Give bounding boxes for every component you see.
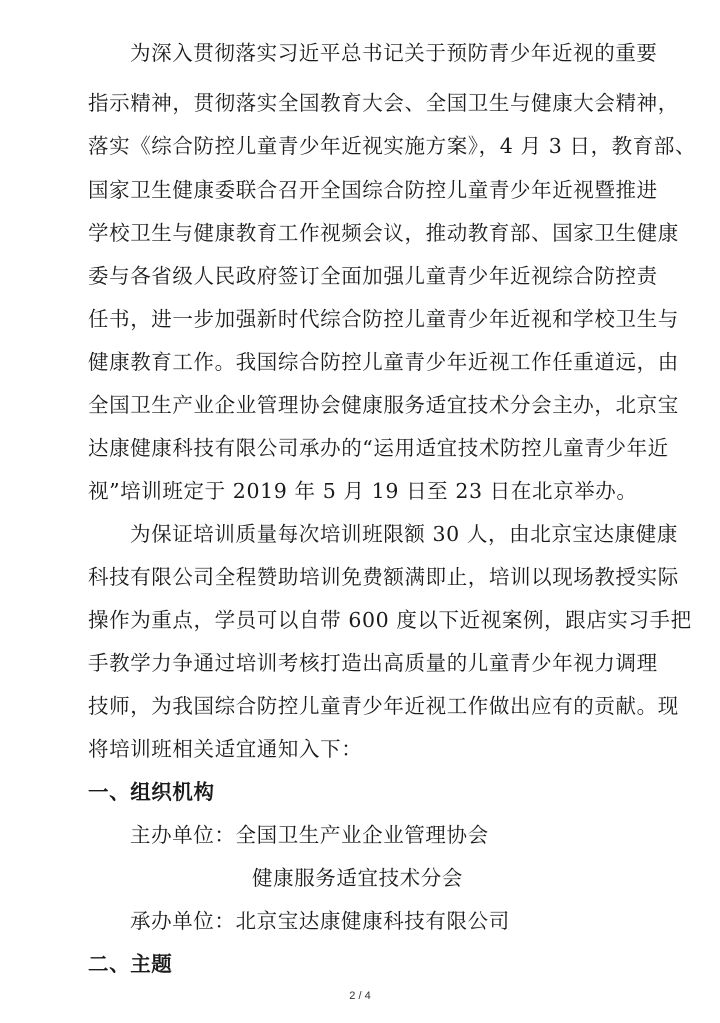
paragraph-1-line-10: 达康健康科技有限公司承办的“运用适宜技术防控儿童青少年近 xyxy=(88,436,669,460)
paragraph-1-line-6: 委与各省级人民政府签订全面加强儿童青少年近视综合防控责 xyxy=(88,264,658,288)
paragraph-1-line-5: 学校卫生与健康教育工作视频会议，推动教育部、国家卫生健康 xyxy=(88,221,679,245)
paragraph-1-line-1: 为深入贯彻落实习近平总书记关于预防青少年近视的重要 xyxy=(130,41,658,65)
paragraph-1-line-9: 全国卫生产业企业管理协会健康服务适宜技术分会主办，北京宝 xyxy=(88,393,679,417)
organizer-line-2: 健康服务适宜技术分会 xyxy=(252,866,463,890)
paragraph-1-line-3: 落实《综合防控儿童青少年近视实施方案》，4 月 3 日，教育部、 xyxy=(88,134,697,158)
paragraph-2-line-3: 操作为重点，学员可以自带 600 度以下近视案例，跟店实习手把 xyxy=(88,608,692,632)
undertaker-line: 承办单位：北京宝达康健康科技有限公司 xyxy=(130,909,510,933)
paragraph-2-line-2: 科技有限公司全程赞助培训免费额满即止，培训以现场教授实际 xyxy=(88,565,679,589)
paragraph-1-line-8: 健康教育工作。我国综合防控儿童青少年近视工作任重道远，由 xyxy=(88,350,679,374)
section-2-heading: 二、主题 xyxy=(88,952,173,976)
paragraph-2-line-1: 为保证培训质量每次培训班限额 30 人，由北京宝达康健康 xyxy=(130,522,678,546)
paragraph-1-line-11: 视”培训班定于 2019 年 5 月 19 日至 23 日在北京举办。 xyxy=(88,479,638,503)
paragraph-1-line-4: 国家卫生健康委联合召开全国综合防控儿童青少年近视暨推进 xyxy=(88,178,658,202)
paragraph-2-line-4: 手教学力争通过培训考核打造出高质量的儿童青少年视力调理 xyxy=(88,651,658,675)
page-number: 2 / 4 xyxy=(349,990,371,1002)
paragraph-2-line-6: 将培训班相关适宜通知入下： xyxy=(88,737,363,761)
paragraph-1-line-7: 任书，进一步加强新时代综合防控儿童青少年近视和学校卫生与 xyxy=(88,307,679,331)
section-1-heading: 一、组织机构 xyxy=(88,780,215,804)
paragraph-1-line-2: 指示精神，贯彻落实全国教育大会、全国卫生与健康大会精神， xyxy=(88,91,679,115)
paragraph-2-line-5: 技师，为我国综合防控儿童青少年近视工作做出应有的贡献。现 xyxy=(88,694,679,718)
organizer-line-1: 主办单位：全国卫生产业企业管理协会 xyxy=(130,823,489,847)
